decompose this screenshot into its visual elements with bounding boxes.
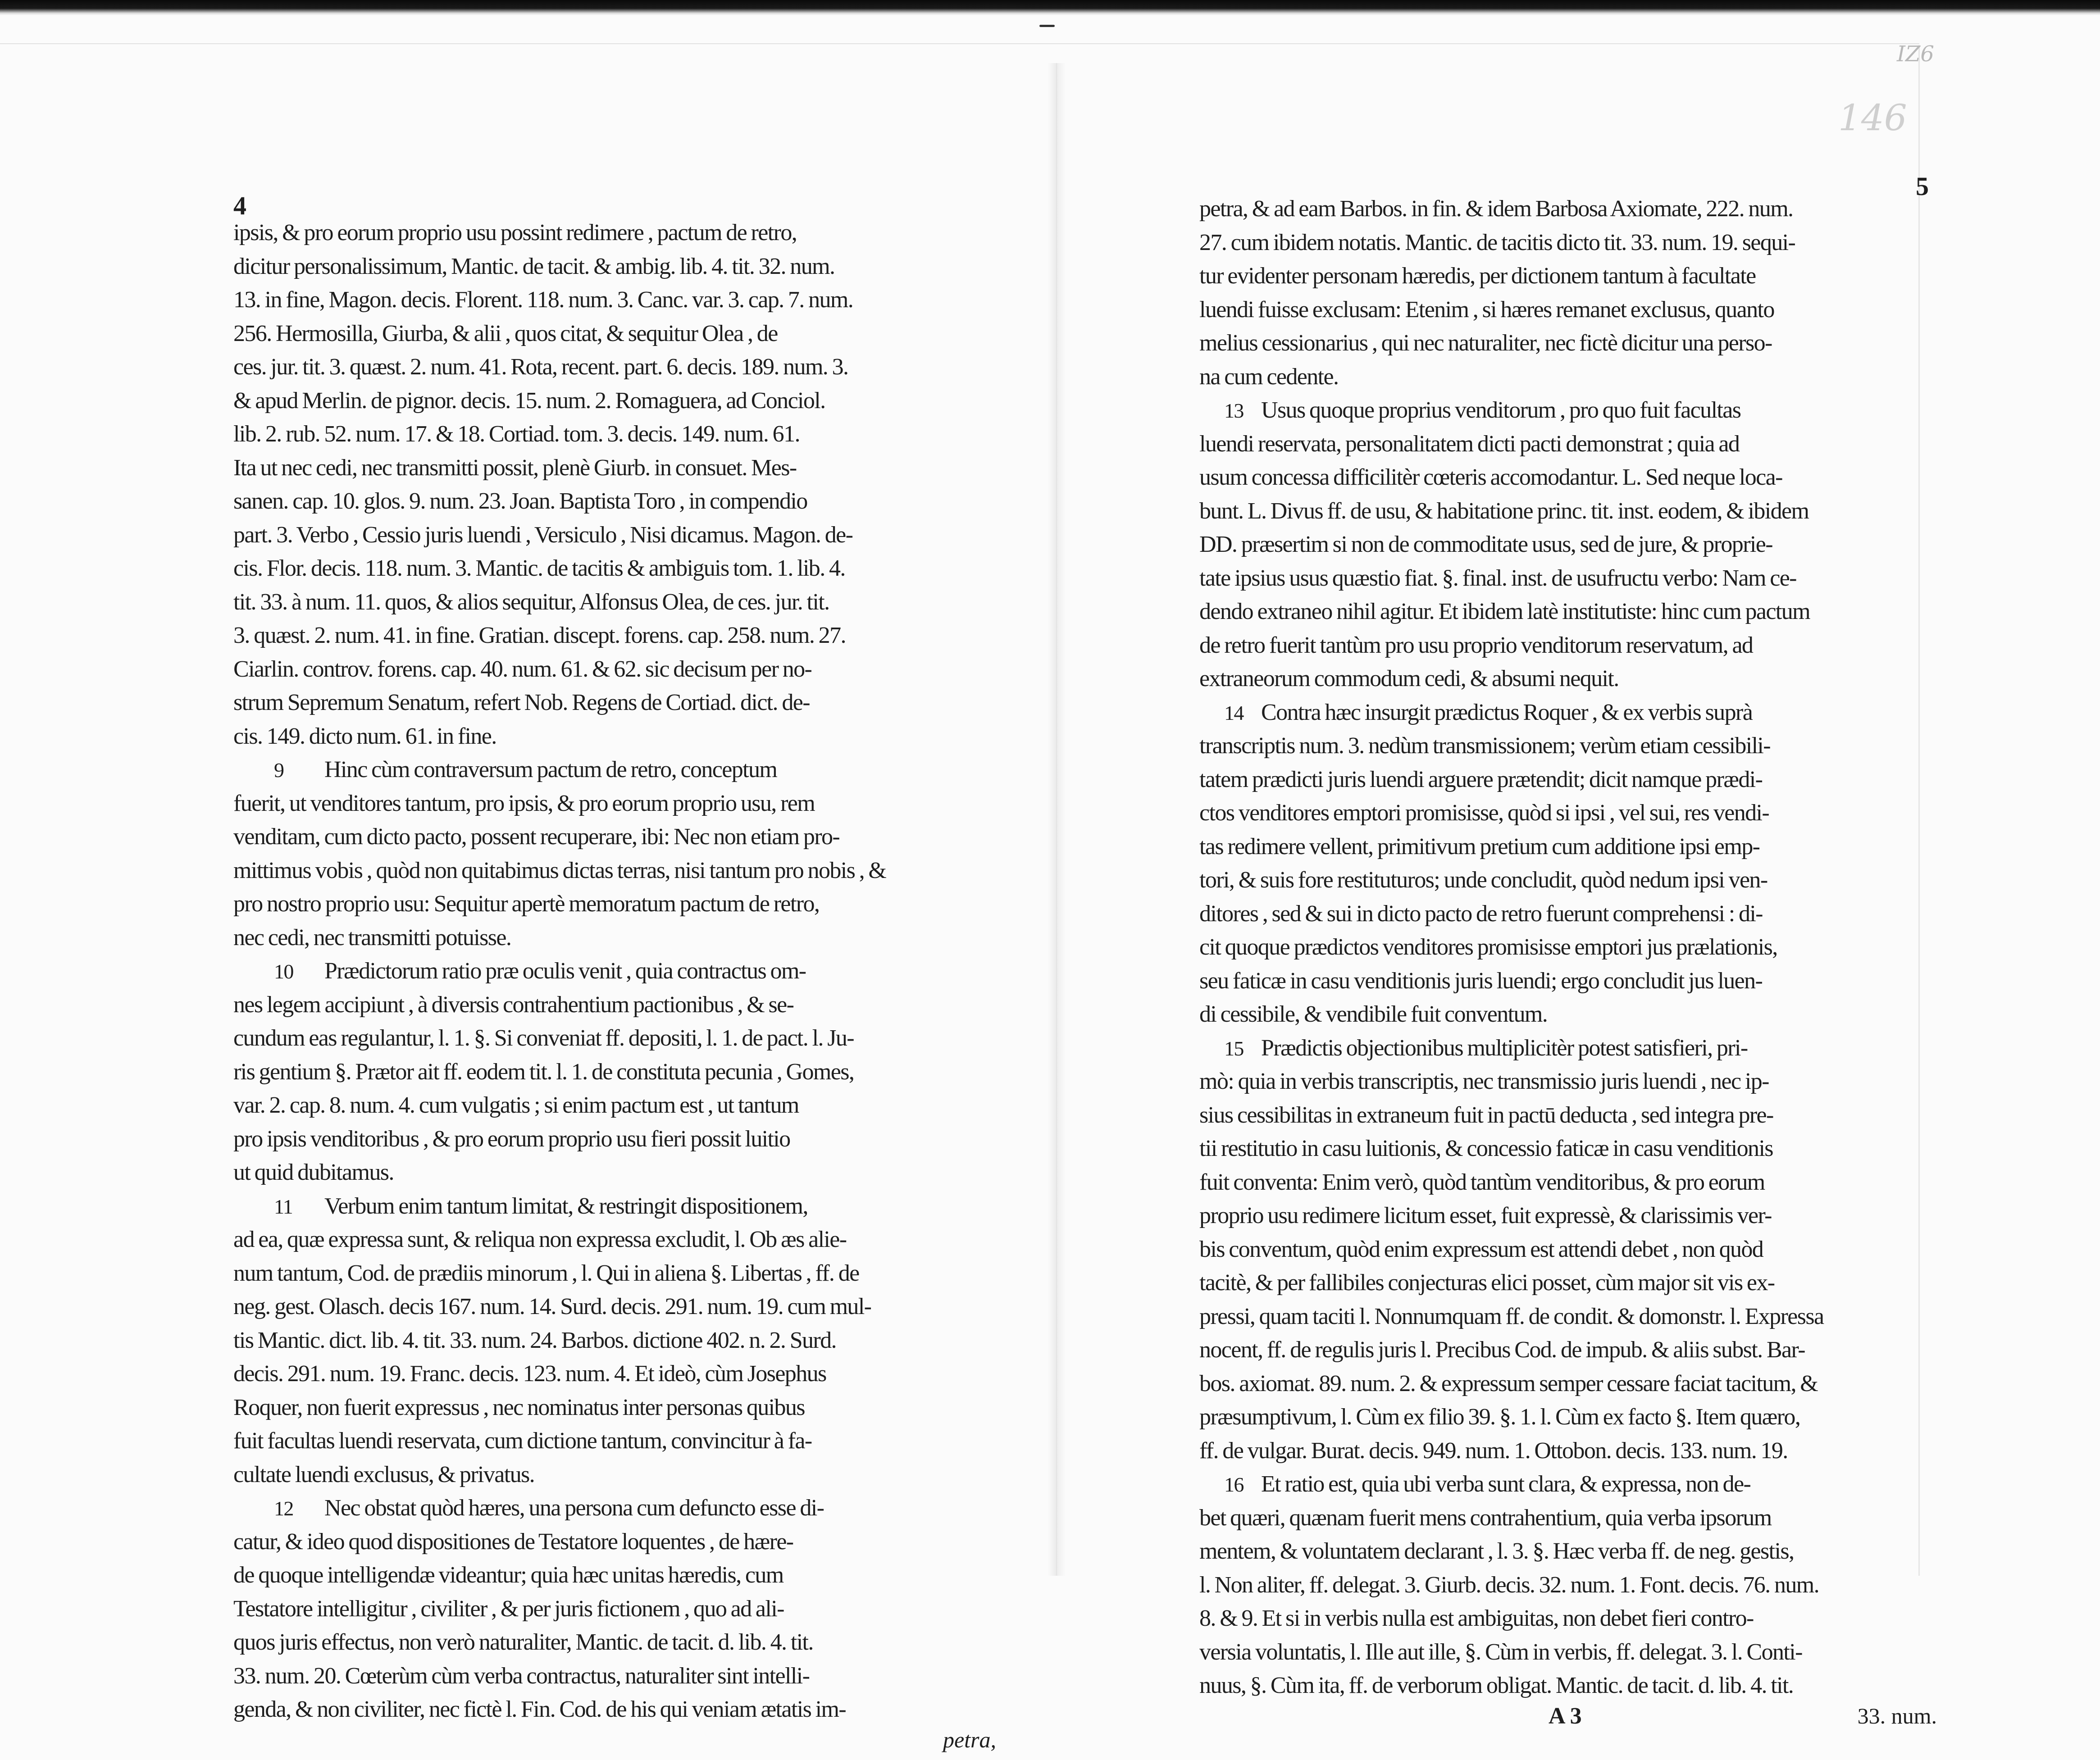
text-line bbox=[1199, 427, 1937, 461]
text-line bbox=[1199, 1401, 1937, 1434]
line-text: part. 3. Verbo , Cessio juris luendi , Versiculo , Nisi dicamus. Magon. de- bbox=[233, 522, 852, 548]
paragraph-number: 9 bbox=[233, 754, 324, 787]
text-line bbox=[1199, 998, 1937, 1032]
line-text: pro nostro proprio usu: Sequitur apertè memoratum pactum de retro, bbox=[233, 891, 819, 917]
line-text: nes legem accipiunt , à diversis contrahentium pactionibus , & se- bbox=[233, 992, 793, 1018]
text-line bbox=[1199, 1602, 1937, 1636]
text-line bbox=[1199, 830, 1937, 864]
paragraph-number: 16 bbox=[1199, 1468, 1261, 1501]
paragraph-number: 15 bbox=[1199, 1032, 1261, 1065]
line-text: tur evidenter personam hæredis, per dictionem tantum à facultate bbox=[1199, 263, 1756, 289]
line-text: sanen. cap. 10. glos. 9. num. 23. Joan. Baptista Toro , in compendio bbox=[233, 488, 807, 514]
line-text: Ciarlin. controv. forens. cap. 40. num. 61. & 62. sic decisum per no- bbox=[233, 656, 811, 682]
line-text: Hinc cùm contraversum pactum de retro, conceptum bbox=[324, 757, 777, 782]
line-text: ditores , sed & sui in dicto pacto de retro fuerunt comprehensi : di- bbox=[1199, 901, 1763, 927]
text-line bbox=[233, 988, 1014, 1022]
line-text: Nec obstat quòd hæres, una persona cum defuncto esse di- bbox=[324, 1495, 824, 1521]
line-text: ipsis, & pro eorum proprio usu possint redimere , pactum de retro, bbox=[233, 220, 797, 246]
left-page-top-edge bbox=[0, 43, 1054, 44]
line-text: var. 2. cap. 8. num. 4. cum vulgatis ; si enim pactum est , ut tantum bbox=[233, 1092, 799, 1118]
text-line bbox=[1199, 1636, 1937, 1669]
line-text: l. Non aliter, ff. delegat. 3. Giurb. decis. 32. num. 1. Font. decis. 76. num. bbox=[1199, 1572, 1819, 1598]
text-line bbox=[1199, 1669, 1937, 1703]
text-line bbox=[1199, 293, 1937, 327]
text-line bbox=[1199, 796, 1937, 830]
line-text: Et ratio est, quia ubi verba sunt clara, & expressa, non de- bbox=[1261, 1471, 1750, 1497]
left-page-body bbox=[233, 198, 1014, 1727]
text-line bbox=[233, 1156, 1014, 1190]
line-text: Verbum enim tantum limitat, & restringit dispositionem, bbox=[324, 1193, 808, 1219]
line-text: mò: quia in verbis transcriptis, nec transmissio juris luendi , nec ip- bbox=[1199, 1069, 1769, 1094]
line-text: ris gentium §. Prætor ait ff. eodem tit. l. 1. de constituta pecunia , Gomes, bbox=[233, 1059, 854, 1085]
line-text: cundum eas regulantur, l. 1. §. Si conveniat ff. depositi, l. 1. de pact. l. Ju- bbox=[233, 1025, 854, 1051]
line-text: na cum cedente. bbox=[1199, 364, 1338, 390]
line-text: dendo extraneo nihil agitur. Et ibidem latè institutiste: hinc cum pactum bbox=[1199, 599, 1810, 624]
line-text: venditam, cum dicto pacto, possent recuperare, ibi: Nec non etiam pro- bbox=[233, 824, 839, 850]
paragraph-number: 10 bbox=[233, 955, 324, 988]
text-line bbox=[1199, 259, 1937, 293]
text-line bbox=[233, 1257, 1014, 1291]
text-line bbox=[233, 350, 1014, 384]
line-text: catur, & ideo quod dispositiones de Testatore loquentes , de hære- bbox=[233, 1529, 793, 1555]
line-text: petra, & ad eam Barbos. in fin. & idem Barbosa Axiomate, 222. num. bbox=[1199, 196, 1793, 222]
line-text: ces. jur. tit. 3. quæst. 2. num. 41. Rota, recent. part. 6. decis. 189. num. 3. bbox=[233, 354, 848, 380]
text-line bbox=[1199, 1333, 1937, 1367]
line-text: transcriptis num. 3. nedùm transmissionem; verùm etiam cessibili- bbox=[1199, 733, 1770, 759]
paragraph-number: 13 bbox=[1199, 394, 1261, 427]
text-line bbox=[233, 1525, 1014, 1559]
text-line bbox=[233, 686, 1014, 720]
text-line bbox=[1199, 864, 1937, 897]
text-line bbox=[233, 820, 1014, 854]
line-text: luendi reservata, personalitatem dicti pacti demonstrat ; quia ad bbox=[1199, 431, 1739, 457]
line-text: DD. præsertim si non de commoditate usus, sed de jure, & proprie- bbox=[1199, 532, 1772, 557]
text-line bbox=[233, 1290, 1014, 1324]
text-line bbox=[1199, 629, 1937, 663]
text-line bbox=[1199, 1535, 1937, 1569]
line-text: bis conventum, quòd enim expressum est attendi debet , non quòd bbox=[1199, 1237, 1763, 1262]
line-text: versia voluntatis, l. Ille aut ille, §. Cùm in verbis, ff. delegat. 3. l. Conti- bbox=[1199, 1639, 1802, 1665]
right-page-top-edge bbox=[1054, 43, 1919, 44]
text-line bbox=[233, 921, 1014, 955]
line-text: Roquer, non fuerit expressus , nec nominatus inter personas quibus bbox=[233, 1395, 805, 1420]
line-text: 33. num. 20. Cœterùm cùm verba contractus, naturaliter sint intelli- bbox=[233, 1663, 809, 1689]
line-text: 13. in fine, Magon. decis. Florent. 118. num. 3. Canc. var. 3. cap. 7. num. bbox=[233, 287, 853, 313]
line-text: præsumptivum, l. Cùm ex filio 39. §. 1. l. Cùm ex facto §. Item quæro, bbox=[1199, 1404, 1800, 1430]
text-line bbox=[233, 451, 1014, 485]
text-line bbox=[1199, 1099, 1937, 1132]
line-text: cis. Flor. decis. 118. num. 3. Mantic. de tacitis & ambiguis tom. 1. lib. 4. bbox=[233, 555, 845, 581]
paragraph-number: 12 bbox=[233, 1492, 324, 1525]
text-line bbox=[233, 1324, 1014, 1358]
text-line bbox=[233, 1022, 1014, 1055]
text-line bbox=[233, 216, 1014, 250]
text-line bbox=[1199, 763, 1937, 797]
line-text: fuerit, ut venditores tantum, pro ipsis, & pro eorum proprio usu, rem bbox=[233, 791, 815, 816]
line-text: cultate luendi exclusus, & privatus. bbox=[233, 1462, 534, 1487]
page-number: 5 bbox=[1916, 173, 1929, 200]
catchword: petra, bbox=[233, 1727, 1014, 1760]
paragraph-start-line bbox=[1199, 1468, 1937, 1501]
text-line bbox=[1199, 729, 1937, 763]
line-text: quos juris effectus, non verò naturaliter, Mantic. de tacit. d. lib. 4. tit. bbox=[233, 1629, 813, 1655]
text-line bbox=[1199, 1233, 1937, 1267]
line-text: lib. 2. rub. 52. num. 17. & 18. Cortiad. tom. 3. decis. 149. num. 61. bbox=[233, 421, 800, 447]
text-line bbox=[233, 653, 1014, 687]
line-text: dicitur personalissimum, Mantic. de tacit. & ambig. lib. 4. tit. 32. num. bbox=[233, 254, 834, 279]
left-page bbox=[233, 198, 1014, 1760]
text-line bbox=[1199, 1199, 1937, 1233]
text-line bbox=[1199, 1065, 1937, 1099]
text-line bbox=[1199, 327, 1937, 360]
line-text: tit. 33. à num. 11. quos, & alios sequitur, Alfonsus Olea, de ces. jur. tit. bbox=[233, 589, 829, 615]
line-text: proprio usu redimere licitum esset, fuit expressè, & clarissimis ver- bbox=[1199, 1203, 1772, 1228]
line-text: Prædictis objectionibus multiplicitèr potest satisfieri, pri- bbox=[1261, 1035, 1748, 1061]
line-text: mentem, & voluntatem declarant , l. 3. §. Hæc verba ff. de neg. gestis, bbox=[1199, 1538, 1794, 1564]
text-line bbox=[233, 1089, 1014, 1123]
text-line bbox=[1199, 964, 1937, 998]
text-line bbox=[233, 1357, 1014, 1391]
paragraph-start-line bbox=[1199, 1032, 1937, 1065]
text-line bbox=[233, 1223, 1014, 1257]
paragraph-start-line bbox=[1199, 696, 1937, 730]
line-text: 3. quæst. 2. num. 41. in fine. Gratian. discept. forens. cap. 258. num. 27. bbox=[233, 623, 846, 648]
line-text: 27. cum ibidem notatis. Mantic. de tacitis dicto tit. 33. num. 19. sequi- bbox=[1199, 230, 1795, 255]
text-line bbox=[1199, 495, 1937, 528]
page-number: 4 bbox=[233, 193, 246, 219]
line-text: tori, & suis fore restituturos; unde concludit, quòd nedum ipsi ven- bbox=[1199, 867, 1767, 893]
text-line bbox=[1199, 360, 1937, 394]
text-line bbox=[1199, 897, 1937, 931]
paragraph-start-line bbox=[233, 753, 1014, 787]
ink-speck bbox=[1039, 25, 1055, 27]
text-line bbox=[233, 586, 1014, 619]
line-text: bos. axiomat. 89. num. 2. & expressum semper cessare faciat tacitum, & bbox=[1199, 1371, 1818, 1396]
line-text: fuit conventa: Enim verò, quòd tantùm venditoribus, & pro eorum bbox=[1199, 1169, 1765, 1195]
text-line bbox=[233, 1626, 1014, 1660]
text-line bbox=[1199, 1367, 1937, 1401]
text-line bbox=[1199, 528, 1937, 562]
line-text: bet quæri, quænam fuerit mens contrahentium, quia verba ipsorum bbox=[1199, 1505, 1772, 1531]
line-text: usum concessa difficilitèr cœteris accomodantur. L. Sed neque loca- bbox=[1199, 464, 1782, 490]
paragraph-start-line bbox=[1199, 394, 1937, 427]
book-gutter bbox=[1048, 63, 1066, 1576]
text-line bbox=[1199, 1501, 1937, 1535]
text-line bbox=[233, 887, 1014, 921]
line-text: Usus quoque proprius venditorum , pro quo fuit facultas bbox=[1261, 397, 1740, 423]
text-line bbox=[233, 518, 1014, 552]
text-line bbox=[1199, 1434, 1937, 1468]
line-text: num tantum, Cod. de prædiis minorum , l. Qui in aliena §. Libertas , ff. de bbox=[233, 1260, 859, 1286]
text-line bbox=[233, 1660, 1014, 1693]
line-text: nocent, ff. de regulis juris l. Precibus Cod. de impub. & aliis subst. Bar- bbox=[1199, 1337, 1805, 1363]
line-text: pressi, quam taciti l. Nonnumquam ff. de condit. & domonstr. l. Expressa bbox=[1199, 1304, 1824, 1329]
line-text: cis. 149. dicto num. 61. in fine. bbox=[233, 723, 497, 749]
text-line bbox=[1199, 562, 1937, 596]
text-line bbox=[233, 418, 1014, 451]
text-line bbox=[1199, 1166, 1937, 1200]
line-text: tis Mantic. dict. lib. 4. tit. 33. num. 24. Barbos. dictione 402. n. 2. Surd. bbox=[233, 1328, 836, 1353]
line-text: neg. gest. Olasch. decis 167. num. 14. Surd. decis. 291. num. 19. cum mul- bbox=[233, 1294, 871, 1319]
line-text: sius cessibilitas in extraneum fuit in pactū deducta , sed integra pre- bbox=[1199, 1102, 1773, 1128]
line-text: & apud Merlin. de pignor. decis. 15. num. 2. Romaguera, ad Conciol. bbox=[233, 388, 825, 414]
line-text: Contra hæc insurgit prædictus Roquer , & ex verbis suprà bbox=[1261, 700, 1752, 725]
text-line bbox=[1199, 595, 1937, 629]
page-footer bbox=[1199, 1703, 1964, 1737]
line-text: di cessibile, & vendibile fuit conventum. bbox=[1199, 1001, 1547, 1027]
line-text: de quoque intelligendæ videantur; quia hæc unitas hæredis, cum bbox=[233, 1562, 784, 1588]
text-line bbox=[1199, 1569, 1937, 1602]
line-text: tacitè, & per fallibiles conjecturas elici posset, cùm major sit vis ex- bbox=[1199, 1270, 1774, 1296]
line-text: 8. & 9. Et si in verbis nulla est ambiguitas, non debet fieri contro- bbox=[1199, 1605, 1754, 1631]
text-line bbox=[1199, 662, 1937, 696]
paragraph-number: 11 bbox=[233, 1190, 324, 1223]
text-line bbox=[233, 1693, 1014, 1727]
paragraph-start-line bbox=[233, 1190, 1014, 1223]
text-line bbox=[233, 1123, 1014, 1156]
line-text: ff. de vulgar. Burat. decis. 949. num. 1. Ottobon. decis. 133. num. 19. bbox=[1199, 1438, 1788, 1464]
text-line bbox=[233, 720, 1014, 754]
text-line bbox=[233, 1055, 1014, 1089]
text-line bbox=[233, 854, 1014, 888]
line-text: fuit facultas luendi reservata, cum dictione tantum, convincitur à fa- bbox=[233, 1428, 812, 1454]
line-text: mittimus vobis , quòd non quitabimus dictas terras, nisi tantum pro nobis , & bbox=[233, 858, 886, 883]
text-line bbox=[233, 317, 1014, 351]
line-text: ut quid dubitamus. bbox=[233, 1160, 394, 1185]
line-text: tatem prædicti juris luendi arguere prætendit; dicit namque prædi- bbox=[1199, 767, 1762, 792]
line-text: luendi fuisse exclusam: Etenim , si hæres remanet exclusus, quanto bbox=[1199, 297, 1774, 323]
text-line bbox=[233, 250, 1014, 284]
line-text: strum Sepremum Senatum, refert Nob. Regens de Cortiad. dict. de- bbox=[233, 690, 810, 715]
text-line bbox=[233, 1592, 1014, 1626]
scan-top-shadow bbox=[0, 0, 2100, 15]
text-line bbox=[1199, 226, 1937, 260]
line-text: melius cessionarius , qui nec naturaliter, nec fictè dicitur una perso- bbox=[1199, 330, 1772, 356]
line-text: tas redimere vellent, primitivum pretium cum additione ipsi emp- bbox=[1199, 834, 1759, 860]
line-text: extraneorum commodum cedi, & absumi nequit. bbox=[1199, 666, 1619, 691]
pencil-mark-number: 146 bbox=[1838, 97, 1907, 139]
paragraph-number: 14 bbox=[1199, 696, 1261, 730]
line-text: Testatore intelligitur , civiliter , & per juris fictionem , quo ad ali- bbox=[233, 1596, 784, 1622]
line-text: seu faticæ in casu venditionis juris luendi; ergo concludit jus luen- bbox=[1199, 968, 1762, 994]
catchword: 33. num. bbox=[1858, 1703, 1937, 1729]
line-text: nec cedi, nec transmitti potuisse. bbox=[233, 925, 511, 950]
text-line bbox=[1199, 931, 1937, 964]
text-line bbox=[1199, 1132, 1937, 1166]
paragraph-start-line bbox=[233, 1492, 1014, 1525]
text-line bbox=[1199, 1300, 1937, 1334]
pencil-mark-corner: IZ6 bbox=[1897, 41, 1934, 67]
line-text: decis. 291. num. 19. Franc. decis. 123. num. 4. Et ideò, cùm Josephus bbox=[233, 1361, 826, 1387]
text-line bbox=[1199, 461, 1937, 495]
line-text: Prædictorum ratio præ oculis venit , quia contractus om- bbox=[324, 958, 806, 984]
text-line bbox=[233, 485, 1014, 518]
line-text: de retro fuerit tantùm pro usu proprio venditorum reservatum, ad bbox=[1199, 632, 1753, 658]
right-page bbox=[1199, 173, 1964, 1736]
line-text: nuus, §. Cùm ita, ff. de verborum obligat. Mantic. de tacit. d. lib. 4. tit. bbox=[1199, 1673, 1793, 1698]
line-text: tii restitutio in casu luitionis, & concessio faticæ in casu venditionis bbox=[1199, 1136, 1773, 1161]
text-line bbox=[233, 619, 1014, 653]
text-line bbox=[1199, 192, 1937, 226]
line-text: cit quoque prædictos venditores promisisse emptori jus prælationis, bbox=[1199, 934, 1777, 960]
line-text: tate ipsius usus quæstio fiat. §. final. inst. de usufructu verbo: Nam ce- bbox=[1199, 565, 1796, 591]
line-text: genda, & non civiliter, nec fictè l. Fin. Cod. de his qui veniam ætatis im- bbox=[233, 1696, 846, 1722]
line-text: bunt. L. Divus ff. de usu, & habitatione princ. tit. inst. eodem, & ibidem bbox=[1199, 498, 1808, 524]
text-line bbox=[1199, 1266, 1937, 1300]
text-line bbox=[233, 384, 1014, 418]
text-line bbox=[233, 787, 1014, 821]
line-text: ctos venditores emptori promisisse, quòd si ipsi , vel sui, res vendi- bbox=[1199, 800, 1769, 826]
text-line bbox=[233, 1424, 1014, 1458]
right-page-body bbox=[1199, 173, 1937, 1703]
line-text: 256. Hermosilla, Giurba, & alii , quos citat, & sequitur Olea , de bbox=[233, 321, 778, 346]
paragraph-start-line bbox=[233, 955, 1014, 988]
text-line bbox=[233, 552, 1014, 586]
signature-mark: A 3 bbox=[1549, 1703, 1582, 1729]
text-line bbox=[233, 1559, 1014, 1592]
text-line bbox=[233, 1458, 1014, 1492]
text-line bbox=[233, 1391, 1014, 1425]
line-text: ad ea, quæ expressa sunt, & reliqua non expressa excludit, l. Ob æs alie- bbox=[233, 1227, 846, 1252]
line-text: pro ipsis venditoribus , & pro eorum proprio usu fieri possit luitio bbox=[233, 1126, 790, 1152]
line-text: Ita ut nec cedi, nec transmitti possit, plenè Giurb. in consuet. Mes- bbox=[233, 455, 797, 481]
text-line bbox=[233, 283, 1014, 317]
